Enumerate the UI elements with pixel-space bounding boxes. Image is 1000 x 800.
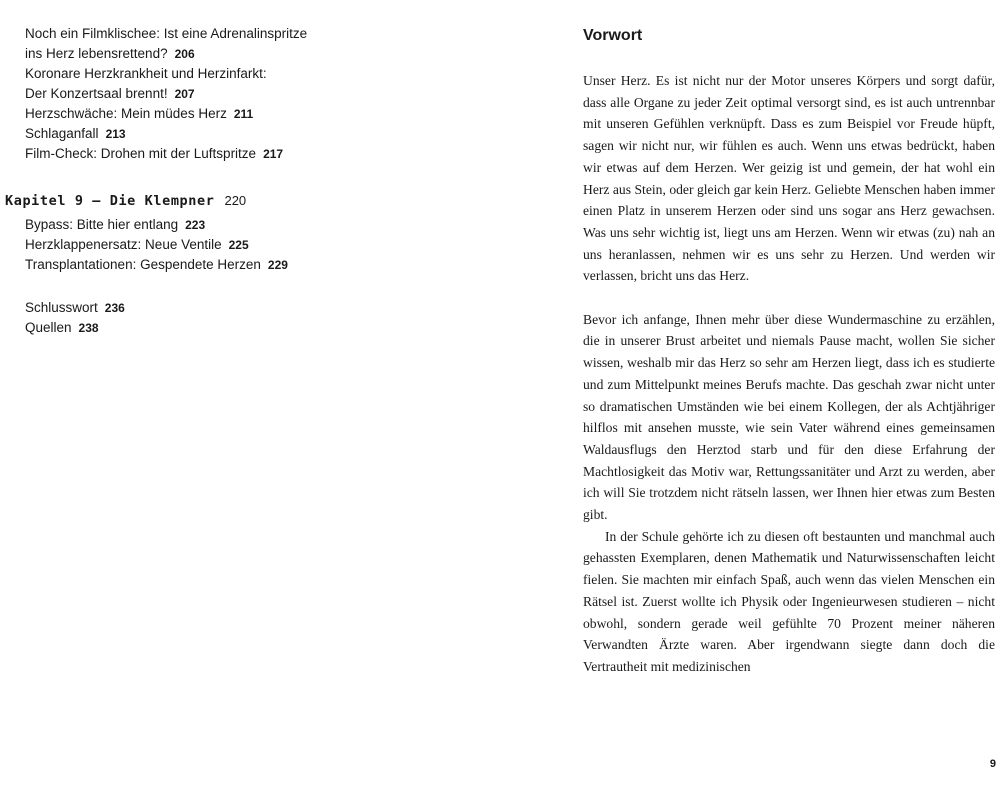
chapter-title: Kapitel 9 – Die Klempner [5, 193, 215, 209]
toc-entry [25, 44, 355, 64]
chapter-page-number: 220 [224, 193, 247, 208]
toc-entry-page: 211 [233, 107, 254, 121]
table-of-contents-part-3 [25, 298, 355, 338]
toc-entry [25, 64, 355, 84]
toc-entry-page: 223 [185, 218, 206, 232]
toc-entry-title: ins Herz lebensrettend? [25, 46, 168, 61]
toc-entry [25, 84, 355, 104]
paragraph: In der Schule gehörte ich zu diesen oft bestaunten und manchmal auch gehassten Exemplaren, denen Mathematik und Naturwissenschaften leicht fielen. Sie machten mir einfach Spaß, auch wenn das vielen Menschen ein Rätsel ist. Zuerst wollte ich Physik oder Ingenieurwesen studieren – nicht obwohl, sondern gerade weil gefühlte 70 Prozent meiner näheren Verwandten Ärzte waren. Aber irgendwann siegte dann doch die Vertrautheit mit medizinischen [583, 528, 995, 674]
table-of-contents-part-1 [25, 24, 355, 164]
toc-entry-page: 236 [104, 301, 125, 315]
toc-entry-title: Herzklappenersatz: Neue Ventile [25, 237, 222, 252]
page-title: Vorwort [583, 27, 643, 44]
toc-entry-page: 229 [267, 258, 288, 272]
toc-entry-title: Bypass: Bitte hier entlang [25, 217, 179, 232]
page-number: 9 [989, 758, 996, 770]
paragraph: Bevor ich anfange, Ihnen mehr über diese Wundermaschine zu erzählen, die in unserer Brust arbeitet und niemals Pause macht, wollen Sie sicher wissen, weshalb mir das Herz so sehr am Herzen liegt, dass ich es studierte und zum Mittelpunkt meines Berufs machte. Das geschah zwar nicht unter so dramatischen Umständen wie bei einem Kollegen, der als Achtjähriger hilflos mit ansehen musste, wie sein Vater während eines gemeinsamen Waldausflugs den Herztod starb und für den diese Erfahrung der Machtlosigkeit das Motiv war, Rettungssanitäter und Arzt zu werden, aber ich will Sie trotzdem nicht rätseln lassen, wer Ihnen hier etwas zum Besten gibt. [583, 311, 995, 523]
toc-entry-page: 225 [228, 238, 249, 252]
toc-entry-page: 206 [174, 47, 195, 61]
body-text [583, 70, 995, 678]
toc-chapter-heading [5, 190, 246, 212]
toc-entry-title: Schlusswort [25, 300, 98, 315]
toc-entry-title: Quellen [25, 320, 72, 335]
toc-entry [25, 24, 355, 44]
toc-entry [25, 235, 355, 255]
toc-entry-title: Film-Check: Drohen mit der Luftspritze [25, 146, 257, 161]
toc-entry [25, 318, 355, 338]
toc-entry-title: Herzschwäche: Mein müdes Herz [25, 106, 227, 121]
toc-entry-page: 238 [78, 321, 99, 335]
toc-entry-title: Transplantationen: Gespendete Herzen [25, 257, 261, 272]
toc-entry [25, 255, 355, 275]
toc-entry [25, 144, 355, 164]
toc-entry [25, 124, 355, 144]
toc-entry-page: 213 [105, 127, 126, 141]
toc-entry [25, 104, 355, 124]
toc-entry [25, 215, 355, 235]
toc-entry [25, 298, 355, 318]
toc-entry-title: Der Konzertsaal brennt! [25, 86, 168, 101]
toc-entry-title: Noch ein Filmklischee: Ist eine Adrenalinspritze [25, 26, 308, 41]
toc-entry-page: 207 [174, 87, 195, 101]
paragraph: Unser Herz. Es ist nicht nur der Motor unseres Körpers und sorgt dafür, dass alle Organe zu jeder Zeit optimal versorgt sind, es ist auch untrennbar mit unseren Gefühlen verknüpft. Dass es zum Beispiel vor Freude hüpft, sagen wir nicht nur, wir fühlen es auch. Wenn uns etwas bedrückt, haben wir etwas auf dem Herzen. Wer geizig ist und gemein, der hat wohl ein Herz aus Stein, oder gleich gar kein Herz. Geliebte Menschen haben immer einen Platz in unserem Herzen oder sind uns sogar ans Herz gewachsen. Was uns sehr wichtig ist, liegt uns am Herzen. Wenn wir etwas (zu) nah an uns heranlassen, nehmen wir es uns sehr zu Herzen. Und werden wir verlassen, bricht uns das Herz. [583, 73, 995, 284]
toc-entry-page: 217 [263, 147, 284, 161]
toc-entry-title: Schlaganfall [25, 126, 99, 141]
table-of-contents-part-2 [25, 215, 355, 275]
right-page [500, 0, 1000, 800]
toc-entry-title: Koronare Herzkrankheit und Herzinfarkt: [25, 66, 267, 81]
